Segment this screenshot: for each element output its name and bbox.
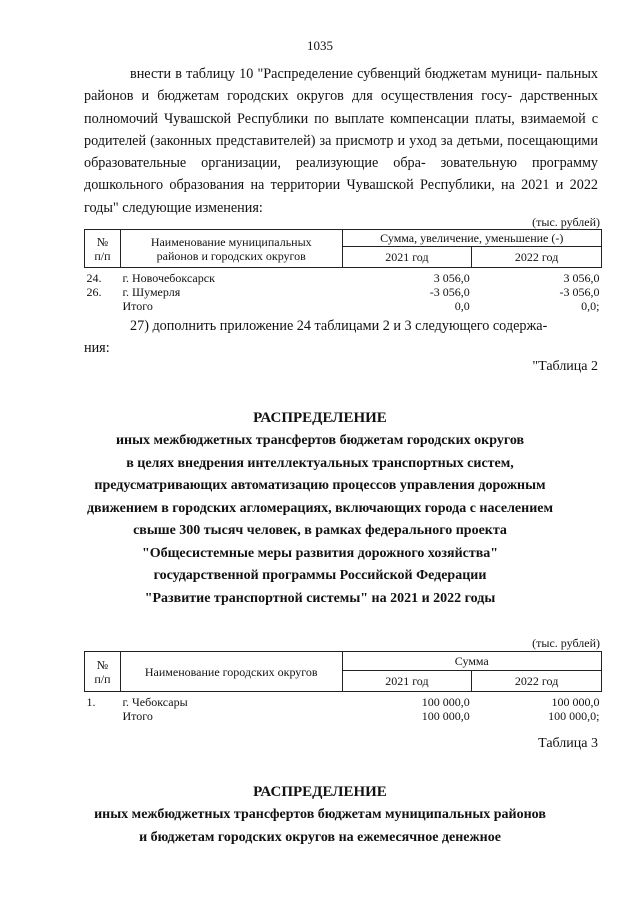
row-name: г. Шумерля bbox=[122, 285, 181, 299]
row-no: 26. bbox=[86, 285, 102, 299]
row-2022: 0,0; bbox=[581, 299, 600, 313]
table1 bbox=[84, 229, 602, 313]
row-2021: 100 000,0 bbox=[421, 709, 470, 723]
heading2-line: движением в городских агломерациях, включающих города с населением bbox=[86, 500, 554, 516]
table2-header-2022: 2022 год bbox=[472, 671, 602, 692]
intro-line: дарственных полномочий Чувашской Республики по выплате компенсации bbox=[84, 88, 598, 127]
heading2-line: в целях внедрения интеллектуальных транспортных систем, bbox=[126, 455, 514, 471]
table2-header-sum: Сумма bbox=[342, 652, 601, 671]
intro-line: зовательную программу дошкольного образования на территории Чувашской bbox=[84, 155, 599, 194]
table1-units: (тыс. рублей) bbox=[532, 215, 600, 229]
item-27 bbox=[84, 315, 598, 337]
row-no: 24. bbox=[86, 271, 102, 285]
heading3-line: иных межбюджетных трансфертов бюджетам муниципальных районов bbox=[94, 807, 546, 822]
table1-header-2022: 2022 год bbox=[472, 247, 602, 268]
heading2-line: "Общесистемные меры развития дорожного хозяйства" bbox=[141, 545, 499, 561]
table1-header-sum: Сумма, увеличение, уменьшение (-) bbox=[342, 230, 601, 247]
intro-paragraph bbox=[84, 63, 598, 219]
heading3-title: РАСПРЕДЕЛЕНИЕ bbox=[253, 784, 387, 800]
row-2021: 0,0 bbox=[454, 299, 470, 313]
table2-header-name: Наименование городских округов bbox=[120, 652, 342, 692]
table-row bbox=[85, 285, 602, 299]
table2-header-no: № п/п bbox=[85, 652, 121, 692]
table-row bbox=[85, 709, 602, 723]
row-name: г. Новочебоксарск bbox=[122, 271, 215, 285]
item-27-line: 27) дополнить приложение 24 таблицами 2 и 3 следующего содержа- bbox=[130, 318, 548, 334]
table1-header-2021: 2021 год bbox=[342, 247, 472, 268]
heading2-line: предусматривающих автоматизацию процессов управления дорожным bbox=[94, 478, 546, 493]
table1-header-no: № п/п bbox=[85, 230, 121, 268]
row-no bbox=[85, 299, 121, 313]
row-name: Итого bbox=[122, 299, 153, 313]
row-2022: 100 000,0; bbox=[548, 709, 600, 723]
intro-line: внести в таблицу 10 "Распределение субвенций бюджетам муници- bbox=[130, 66, 543, 82]
heading2-body bbox=[0, 430, 640, 610]
row-2022: -3 056,0 bbox=[559, 285, 600, 299]
row-name: г. Чебоксары bbox=[122, 695, 188, 709]
table2-label: "Таблица 2 bbox=[532, 359, 598, 374]
heading2-line: иных межбюджетных трансфертов бюджетам городских округов bbox=[115, 433, 525, 448]
row-2021: 100 000,0 bbox=[421, 695, 470, 709]
row-2022: 100 000,0 bbox=[551, 695, 600, 709]
row-2021: 3 056,0 bbox=[433, 271, 470, 285]
table1-header-name: Наименование муниципальных районов и городских округов bbox=[120, 230, 342, 268]
table3-label: Таблица 3 bbox=[538, 736, 598, 751]
table2-units: (тыс. рублей) bbox=[532, 636, 600, 650]
heading2-title: РАСПРЕДЕЛЕНИЕ bbox=[253, 410, 387, 426]
heading2-line: государственной программы Российской Федерации bbox=[153, 568, 487, 583]
table-row bbox=[85, 299, 602, 313]
item-27-line-2: ния: bbox=[84, 340, 110, 356]
table-row bbox=[85, 268, 602, 286]
intro-line: Республики, на 2021 и 2022 годы" следующие изменения: bbox=[84, 177, 599, 216]
row-no: 1. bbox=[86, 695, 96, 709]
heading2-line: "Развитие транспортной системы" на 2021 и 2022 годы bbox=[144, 590, 496, 606]
intro-line: за детьми, посещающими образовательные организации, реализующие обра- bbox=[84, 132, 599, 172]
page-number: 1035 bbox=[307, 38, 333, 53]
row-2022: 3 056,0 bbox=[563, 271, 600, 285]
table-row bbox=[85, 692, 602, 710]
heading2-line: свыше 300 тысяч человек, в рамках федерального проекта bbox=[133, 523, 507, 538]
row-name: Итого bbox=[122, 709, 153, 723]
table2-header-2021: 2021 год bbox=[342, 671, 472, 692]
intro-line: платы, взимаемой с родителей (законных представителей) за присмотр и уход bbox=[84, 110, 598, 149]
table2 bbox=[84, 651, 602, 723]
row-no bbox=[85, 709, 121, 723]
heading3-line: и бюджетам городских округов на ежемесячное денежное bbox=[139, 829, 501, 845]
row-2021: -3 056,0 bbox=[429, 285, 470, 299]
heading3-body bbox=[0, 804, 640, 849]
intro-line: пальных районов и бюджетам городских округов для осуществления госу- bbox=[84, 66, 598, 105]
